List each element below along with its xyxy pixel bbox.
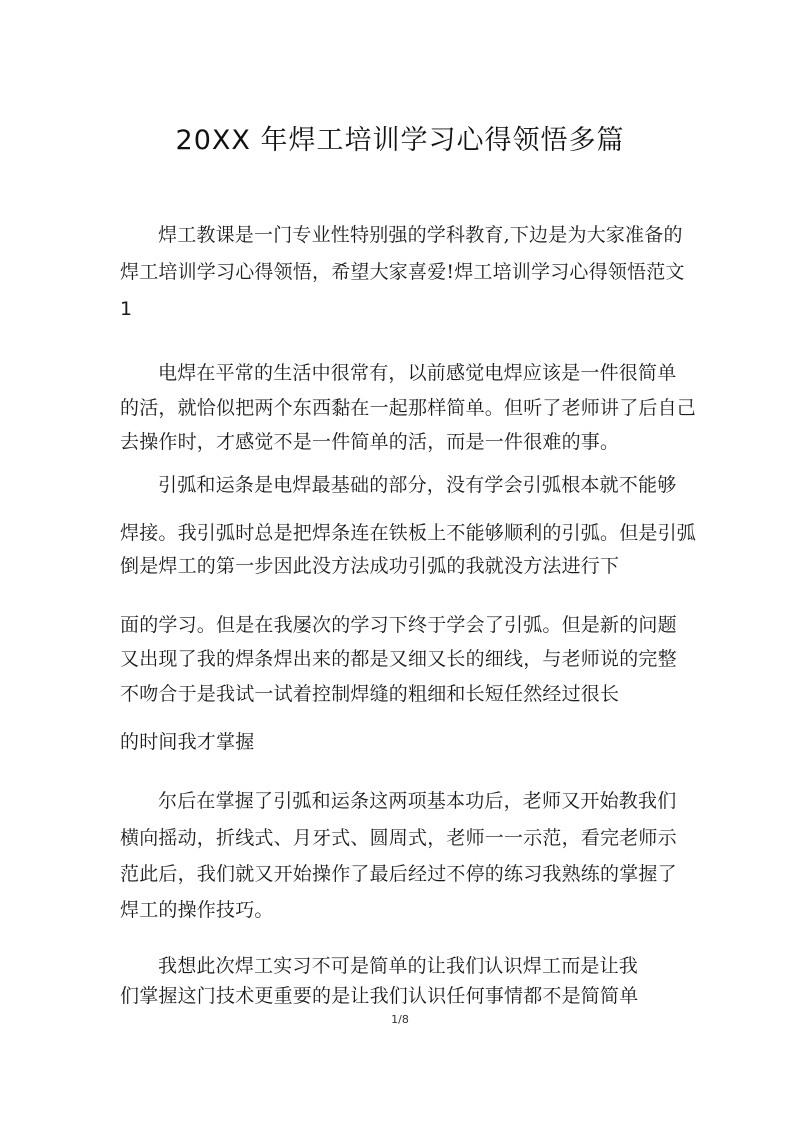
paragraph-line: 焊工培训学习心得领悟，希望大家喜爱!焊工培训学习心得领悟范文	[120, 261, 685, 283]
paragraph-line: 我想此次焊工实习不可是简单的让我们认识焊工而是让我	[158, 955, 639, 977]
paragraph-line: 1	[120, 298, 133, 320]
paragraph-line: 横向摇动，折线式、月牙式、圆周式，老师一一示范，看完老师示	[120, 827, 677, 849]
paragraph-line: 尔后在掌握了引弧和运条这两项基本功后，老师又开始教我们	[158, 790, 677, 812]
document-title: 20XX 年焊工培训学习心得领悟多篇	[175, 125, 625, 156]
paragraph-line: 倒是焊工的第一步因此没方法成功引弧的我就没方法进行下	[120, 555, 620, 577]
paragraph-line: 焊工的操作技巧。	[120, 899, 274, 921]
paragraph-line: 范此后，我们就又开始操作了最后经过不停的练习我熟练的掌握了	[120, 863, 677, 885]
paragraph-line: 不吻合于是我试一试着控制焊缝的粗细和长短任然经过很长	[120, 683, 620, 705]
page-number: 1/8	[391, 1013, 409, 1026]
paragraph-line: 的活，就恰似把两个东西黏在一起那样简单。但听了老师讲了后自己	[120, 397, 697, 419]
paragraph-line: 焊接。我引弧时总是把焊条连在铁板上不能够顺利的引弧。但是引弧	[120, 522, 697, 544]
paragraph-line: 的时间我才掌握	[120, 731, 255, 753]
paragraph-line: 电焊在平常的生活中很常有，以前感觉电焊应该是一件很简单	[158, 362, 677, 384]
paragraph-line: 又出现了我的焊条焊出来的都是又细又长的细线，与老师说的完整	[120, 648, 677, 670]
paragraph-line: 面的学习。但是在我屡次的学习下终于学会了引弧。但是新的问题	[120, 614, 677, 636]
paragraph-line: 们掌握这门技术更重要的是让我们认识任何事情都不是简简单	[120, 985, 639, 1007]
paragraph-line: 引弧和运条是电焊最基础的部分，没有学会引弧根本就不能够	[158, 474, 677, 496]
paragraph-line: 去操作时，才感觉不是一件简单的活，而是一件很难的事。	[120, 431, 620, 453]
paragraph-line: 焊工教课是一门专业性特别强的学科教育,下边是为大家准备的	[158, 224, 683, 246]
